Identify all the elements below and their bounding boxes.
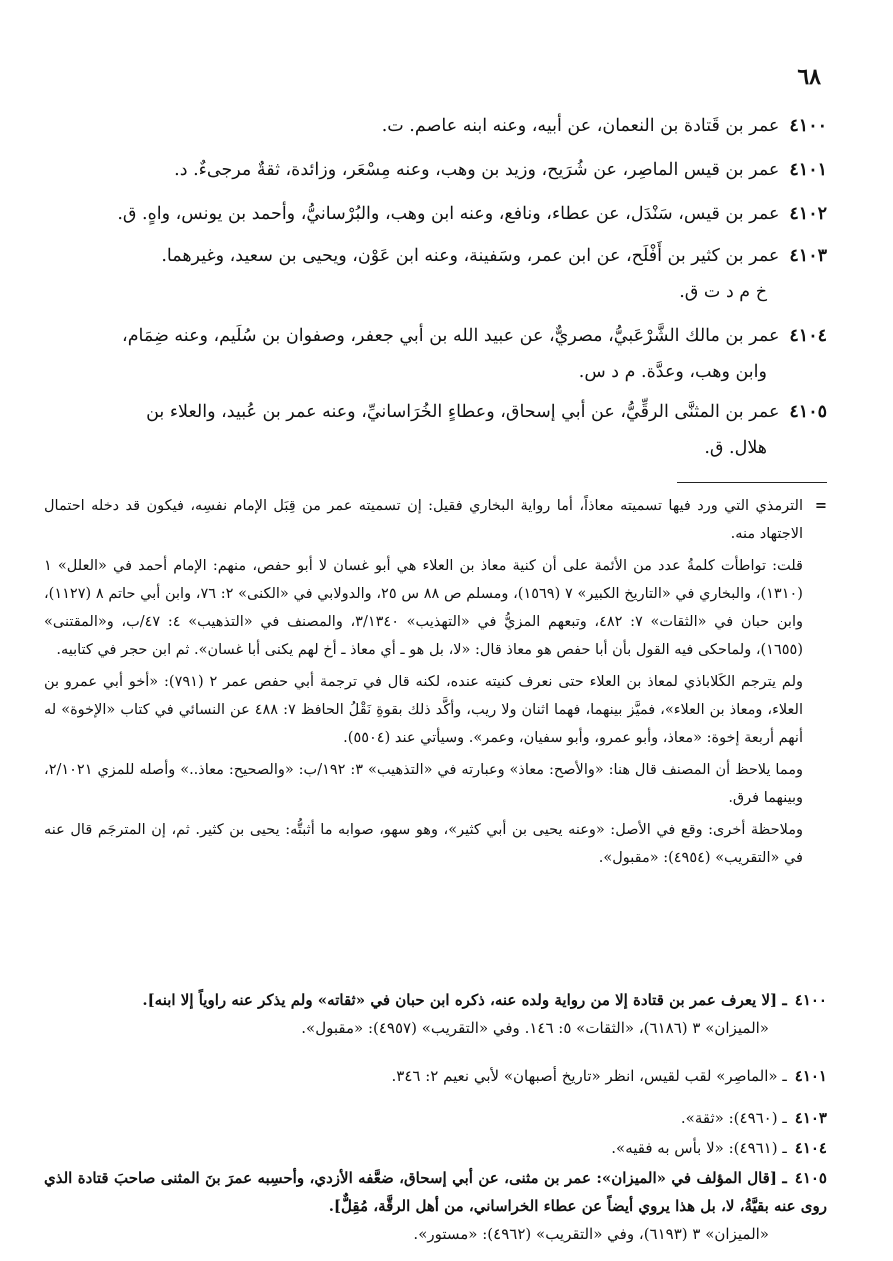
note-number: ٤١٠١ — [794, 1067, 827, 1085]
entry-4105 — [44, 394, 827, 466]
note-number: ٤١٠٥ — [794, 1169, 827, 1187]
note-text: ـ [قال المؤلف في «الميزان»: عمر بن مثنى، عن أبي إسحاق، ضعَّفه الأزدي، وأحسِبه عمرَ بنَ المثنى صاحبَ قتادة الذي روى عنه بقيَّةُ، لا، بل هذا يروي أيضاً عن عطاء الخراساني، من أهل الرقَّة، مُقِلٌّ]. — [44, 1169, 827, 1215]
entry-number: ٤١٠٤ — [789, 326, 827, 346]
entry-text: عمر بن مالك الشَّرْعَبيُّ، مصريٌّ، عن عبيد الله بن أبي جعفر، وصفوان بن سُلَيم، وعنه ضِمَام، — [122, 326, 780, 346]
entry-number: ٤١٠٣ — [789, 246, 827, 266]
note-4103 — [44, 1104, 827, 1132]
note-4101 — [44, 1062, 827, 1090]
note-number: ٤١٠٤ — [794, 1139, 827, 1157]
note-4105 — [44, 1164, 827, 1248]
page-number: ٦٨ — [797, 64, 821, 90]
entry-4101 — [44, 152, 827, 188]
entry-continuation: وابن وهب، وعدَّة. م د س. — [578, 362, 767, 382]
entry-continuation: هلال. ق. — [704, 438, 767, 458]
entry-number: ٤١٠٥ — [789, 402, 827, 422]
entry-4102 — [44, 196, 827, 232]
note-text: ـ (٤٩٦٠): «ثقة». — [680, 1109, 787, 1127]
footnote-separator — [677, 482, 827, 483]
note-continuation: «الميزان» ٣ (٦١٨٦)، «الثقات» ٥: ١٤٦. وفي «التقريب» (٤٩٥٧): «مقبول». — [301, 1019, 769, 1037]
entry-4104 — [44, 318, 827, 390]
entry-number: ٤١٠١ — [789, 160, 827, 180]
entry-text: عمر بن قيس الماصِر، عن شُرَيح، وزيد بن وهب، وعنه مِسْعَر، وزائدة، ثقةٌ مرجىءٌ. د. — [174, 160, 780, 180]
note-text: ـ (٤٩٦١): «لا بأس به فقيه». — [611, 1139, 787, 1157]
footnote-paragraph: قلت: تواطأت كلمةُ عدد من الأئمة على أن كنية معاذ بن العلاء هي أبو غسان لا أبو حفص، منهم: الإمام أحمد في «العلل» ١ (١٣١٠)، والبخاري في «التاريخ الكبير» ٧ (١٥٦٩)، ومسلم ص ٨٨ س ٢٥، والدولابي في «الكنى» ٢: ٧٦، وابن أبي حاتم ٨ (١١٢٧)، وابن حبان في «الثقات» ٧: ٤٨٢، وتبعهم المزيُّ في «التهذيب» ٣/١٣٤٠، والمصنف في «التذهيب» ٤: ٤٧/ب، و«المقتنى» (١٦٥٥)، ولماحكى فيه القول بأن أبا حفص هو معاذ قال: «لا، بل هو ـ أي معاذ ـ أخ لهم يكنى أبا غسان». ثم ابن حجر في كتابيه. — [44, 558, 803, 658]
entry-text: عمر بن المثنَّى الرقِّيُّ، عن أبي إسحاق، وعطاءٍ الخُرَاسانيِّ، وعنه عمر بن عُبيد، والعلاء بن — [146, 402, 780, 422]
note-continuation: «الميزان» ٣ (٦١٩٣)، وفي «التقريب» (٤٩٦٢): «مستور». — [413, 1225, 769, 1243]
note-4100 — [44, 986, 827, 1042]
entry-number: ٤١٠٢ — [789, 204, 827, 224]
entry-text: عمر بن قَتادة بن النعمان، عن أبيه، وعنه ابنه عاصم. ت. — [381, 116, 780, 136]
entry-continuation: خ م د ت ق. — [679, 282, 767, 302]
footnote-paragraph: ومما يلاحظ أن المصنف قال هنا: «والأصح: معاذ» وعبارته في «التذهيب» ٣: ١٩٢/ب: «والصحيح: معاذ..» وأصله للمزي ٢/١٠٢١، وبينهما فرق. — [44, 762, 804, 806]
footnote-paragraph: الترمذي التي ورد فيها تسميته معاذاً، أما رواية البخاري فقيل: إن تسميته عمر من قِبَل الإمام نفسِه، فيكون قد دخله احتمال الاجتهاد منه. — [44, 498, 803, 542]
note-number: ٤١٠٣ — [794, 1109, 827, 1127]
continuation-marker: = — [814, 497, 827, 514]
note-text: ـ «الماصِر» لقب لقيس، انظر «تاريخ أصبهان» لأبي نعيم ٢: ٣٤٦. — [391, 1067, 787, 1085]
note-text: ـ [لا يعرف عمر بن قتادة إلا من رواية ولده عنه، ذكره ابن حبان في «ثقاته» ولم يذكر عنه راوياً إلا ابنه]. — [142, 991, 787, 1009]
entry-text: عمر بن قيس، سَنْدَل، عن عطاء، ونافع، وعنه ابن وهب، والبُرْسانيُّ، وأحمد بن يونس، واهٍ. ق. — [117, 204, 780, 224]
footnote-paragraph: ولم يترجم الكَلاباذي لمعاذ بن العلاء حتى نعرف كنيته عنده، لكنه قال في ترجمة أبي حفص عمر ٢ (٧٩١): «أخو أبي عمرو بن العلاء، ومعاذ بن العلاء»، فميَّز بينهما، فهما اثنان ولا ريب، وأكَّد ذلك بقوةِ نَقْلُ الحافظ ٧: ٤٨٨ عن النسائي في كتاب «الإخوة» له أنهم أربعة إخوة: «معاذ، وأبو عمرو، وأبو سفيان، وعمر». وسيأتي عند (٥٥٠٤). — [44, 674, 803, 746]
entry-4100 — [44, 108, 827, 144]
entry-number: ٤١٠٠ — [789, 116, 827, 136]
entry-4103 — [44, 238, 827, 310]
footnote-block — [44, 492, 827, 872]
note-number: ٤١٠٠ — [794, 991, 827, 1009]
entry-text: عمر بن كثير بن أَفْلَح، عن ابن عمر، وسَفينة، وعنه ابن عَوْن، ويحيى بن سعيد، وغيرهما. — [161, 246, 780, 266]
note-4104 — [44, 1134, 827, 1162]
footnote-paragraph: وملاحظة أخرى: وقع في الأصل: «وعنه يحيى بن أبي كثير»، وهو سهو، صوابه ما أثبتُّه: يحيى بن كثير. ثم، إن المترجَم قال عنه في «التقريب» (٤٩٥٤): «مقبول». — [44, 822, 803, 866]
